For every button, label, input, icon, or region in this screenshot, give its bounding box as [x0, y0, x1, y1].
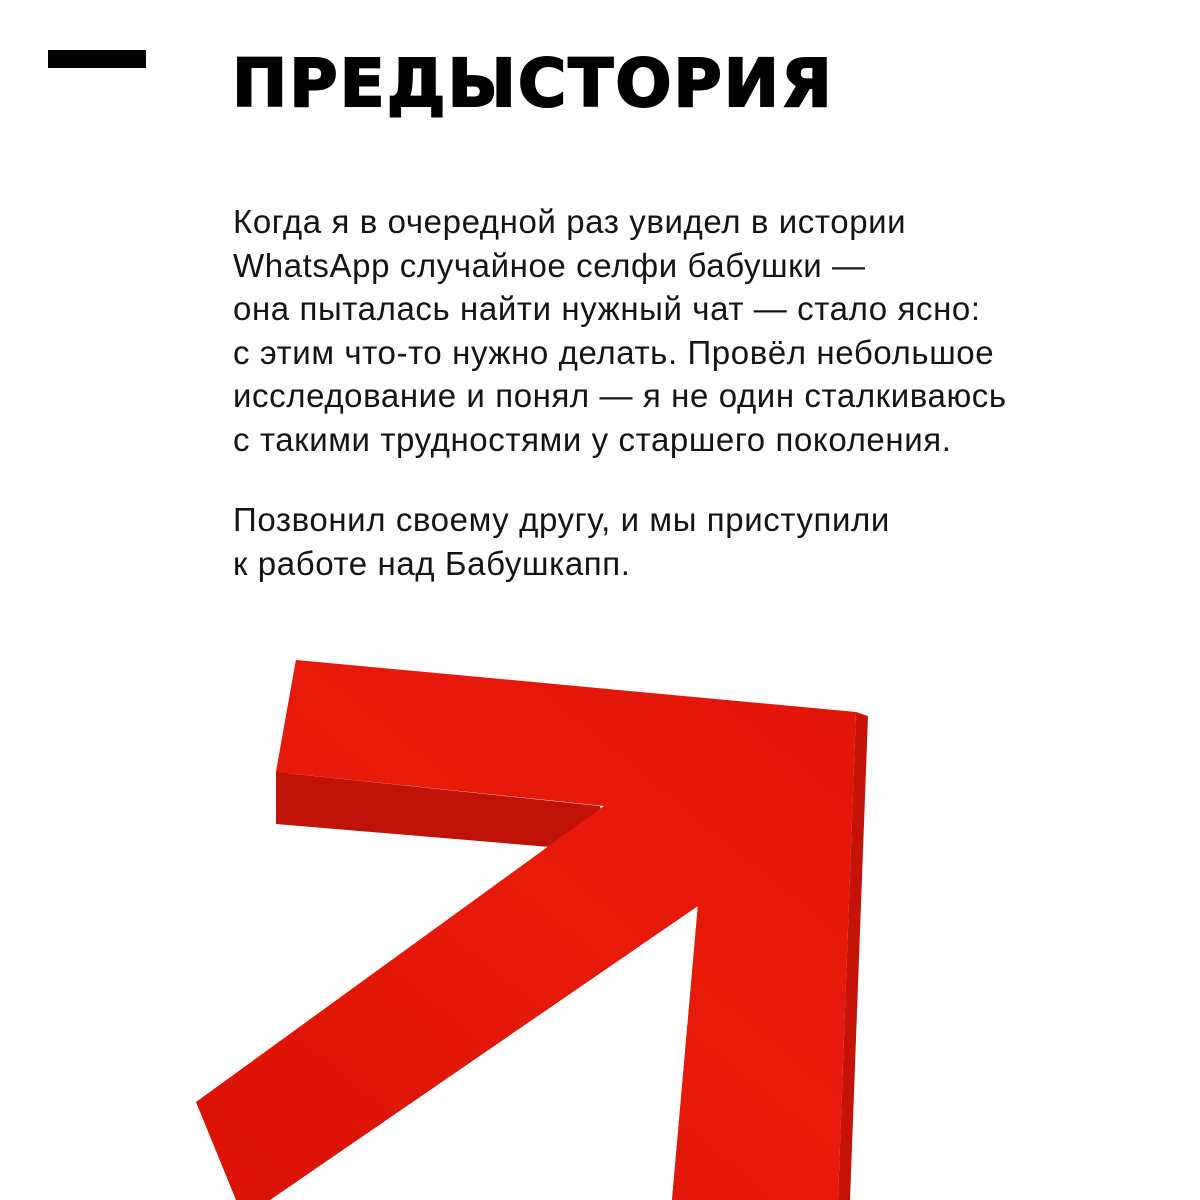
paragraph-line: с такими трудностями у старшего поколения.: [233, 420, 952, 458]
intro-paragraph: [233, 200, 1133, 461]
arrow-up-right-icon: [0, 600, 1200, 1200]
paragraph-line: к работе над Бабушкапп.: [233, 544, 631, 582]
paragraph-line: WhatsApp случайное селфи бабушки —: [233, 246, 866, 284]
arrow-front-face: [196, 660, 856, 1200]
closing-paragraph: [233, 498, 1133, 585]
paragraph-line: Позвонил своему другу, и мы приступили: [233, 501, 890, 538]
paragraph-line: с этим что-то нужно делать. Провёл небольшое: [233, 333, 995, 371]
paragraph-line: она пыталась найти нужный чат — стало ясно:: [233, 290, 981, 327]
paragraph-line: Когда я в очередной раз увидел в истории: [233, 203, 907, 240]
page-title: ПРЕДЫСТОРИЯ: [232, 45, 834, 122]
accent-bar: [48, 50, 146, 68]
paragraph-line: исследование и понял — я не один сталкиваюсь: [233, 377, 1007, 414]
